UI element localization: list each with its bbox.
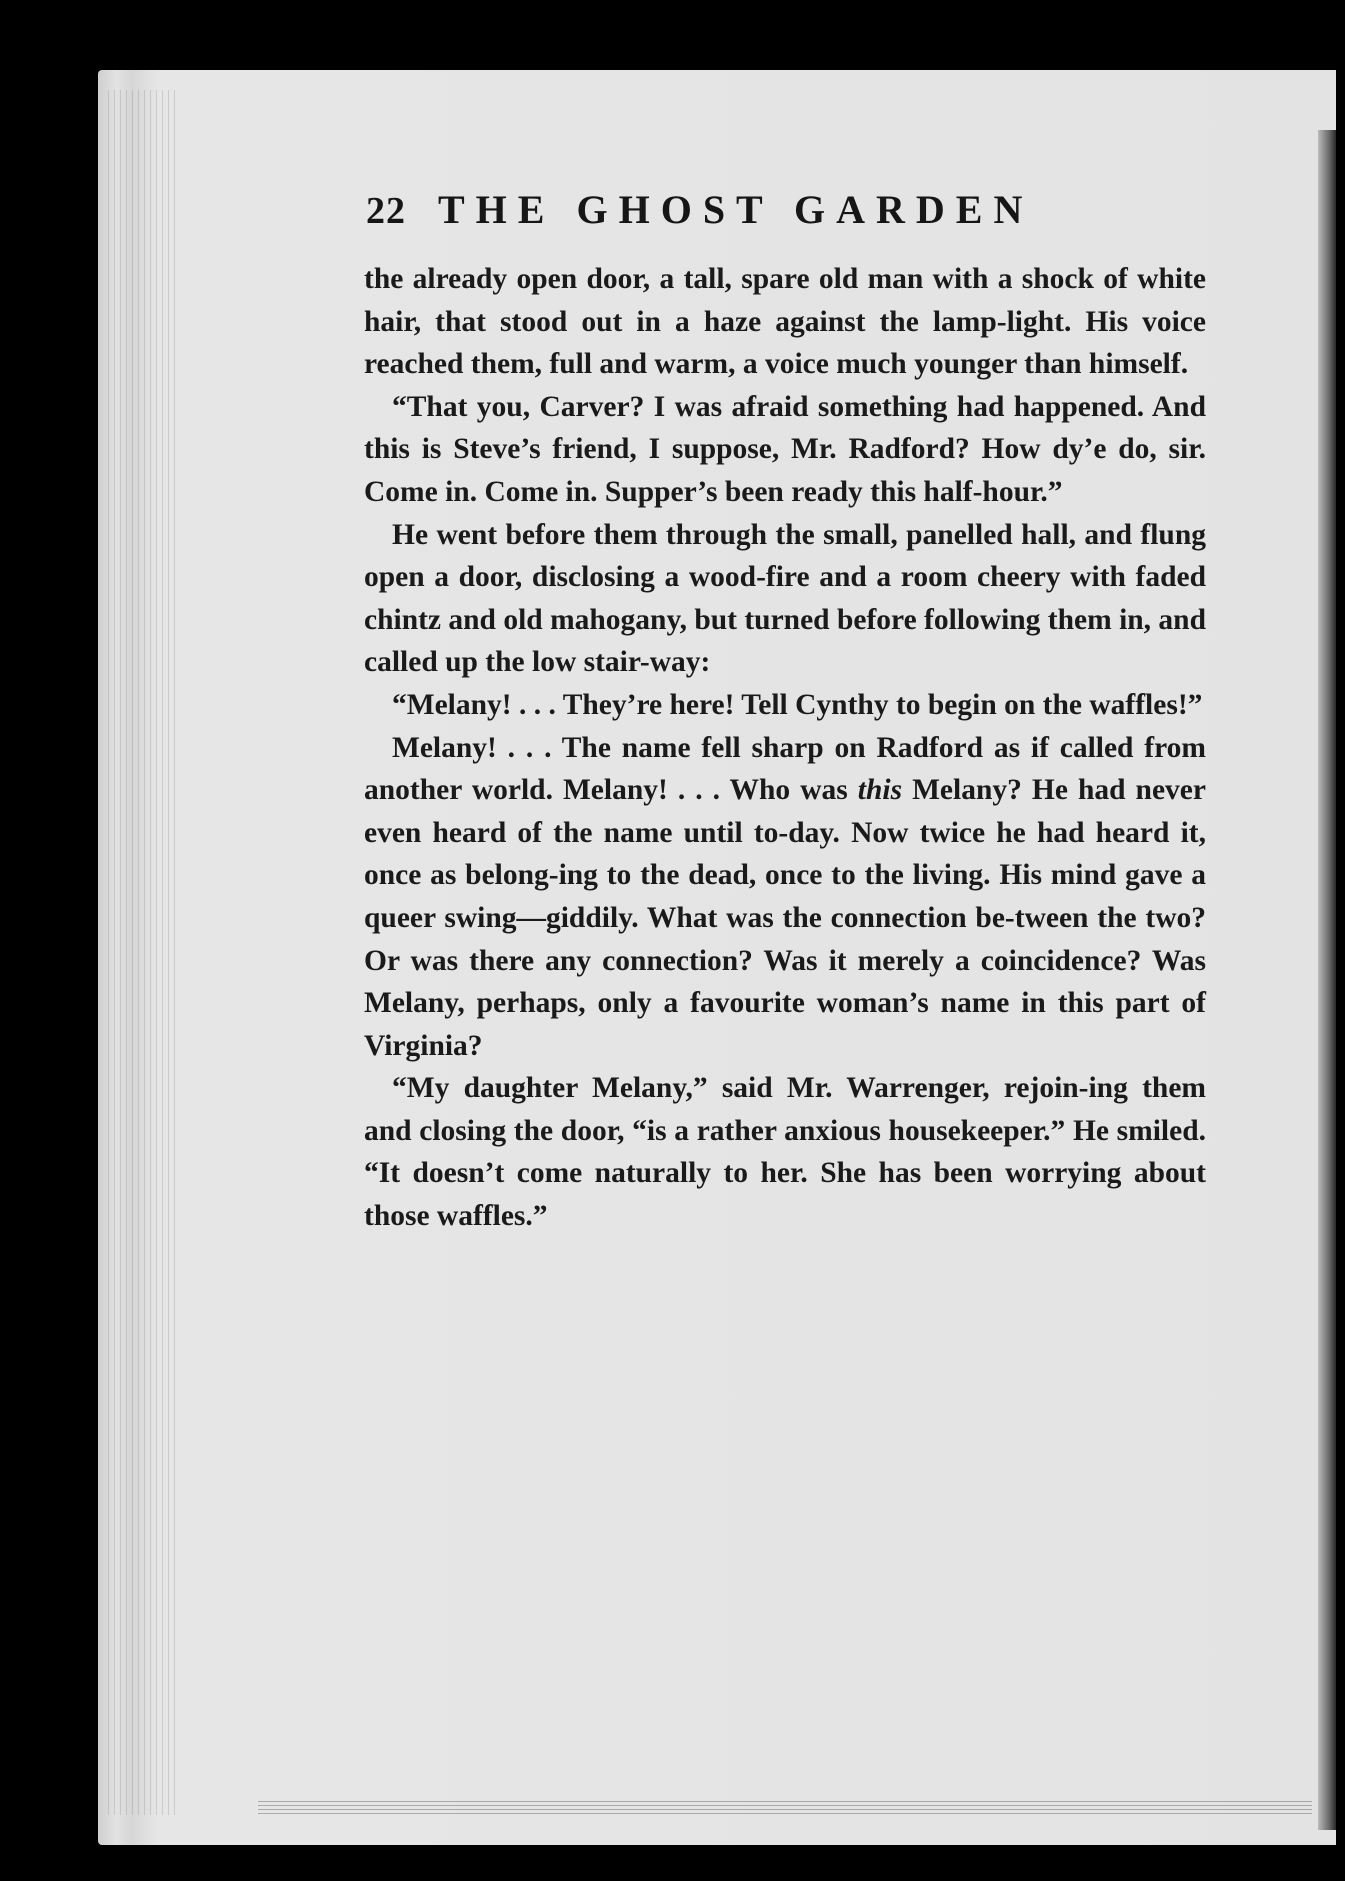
- paragraph: [364, 727, 1206, 1068]
- paragraph: He went before them through the small, panelled hall, and flung open a door, disclosing a wood-fire and a room cheery with faded chintz and old mahogany, but turned before following them in, and called up the low stair-way:: [364, 518, 1206, 679]
- running-head: [366, 186, 1106, 233]
- emphasized-word: this: [857, 774, 903, 807]
- paragraph: “That you, Carver? I was afraid something had happened. And this is Steve’s friend, I suppose, Mr. Radford? How dy’e do, sir. Come in. Come in. Supper’s been ready this half-hour.”: [364, 390, 1206, 508]
- book-title: THE GHOST GARDEN: [438, 187, 1034, 232]
- page-number: 22: [366, 190, 406, 232]
- paragraph-text: Melany? He had never even heard of the name until to-day. Now twice he had heard it, once as belong-ing to the dead, once to the living. His mind gave a queer swing—giddily. What was the connection be-tween the two? Or was there any connection? Was it merely a coincidence? Was Melany, perhaps, only a favourite woman’s name in this part of Virginia?: [364, 774, 1206, 1062]
- body-text: [364, 258, 1206, 1238]
- page-edges-bottom: [258, 1801, 1312, 1815]
- paragraph-text: Melany! . . . The name fell sharp on Radford as if called from another world. Melany! . . . Who was: [364, 731, 1206, 807]
- page-edges-left: [108, 90, 178, 1815]
- paragraph: “My daughter Melany,” said Mr. Warrenger, rejoin-ing them and closing the door, “is a rather anxious housekeeper.” He smiled. “It doesn’t come naturally to her. She has been worrying about those waffles.”: [364, 1072, 1206, 1233]
- page-edge-right: [1318, 130, 1336, 1830]
- paragraph: “Melany! . . . They’re here! Tell Cynthy to begin on the waffles!”: [392, 688, 1203, 721]
- paragraph: the already open door, a tall, spare old man with a shock of white hair, that stood out in a haze against the lamp-light. His voice reached them, full and warm, a voice much younger than himself.: [364, 263, 1206, 381]
